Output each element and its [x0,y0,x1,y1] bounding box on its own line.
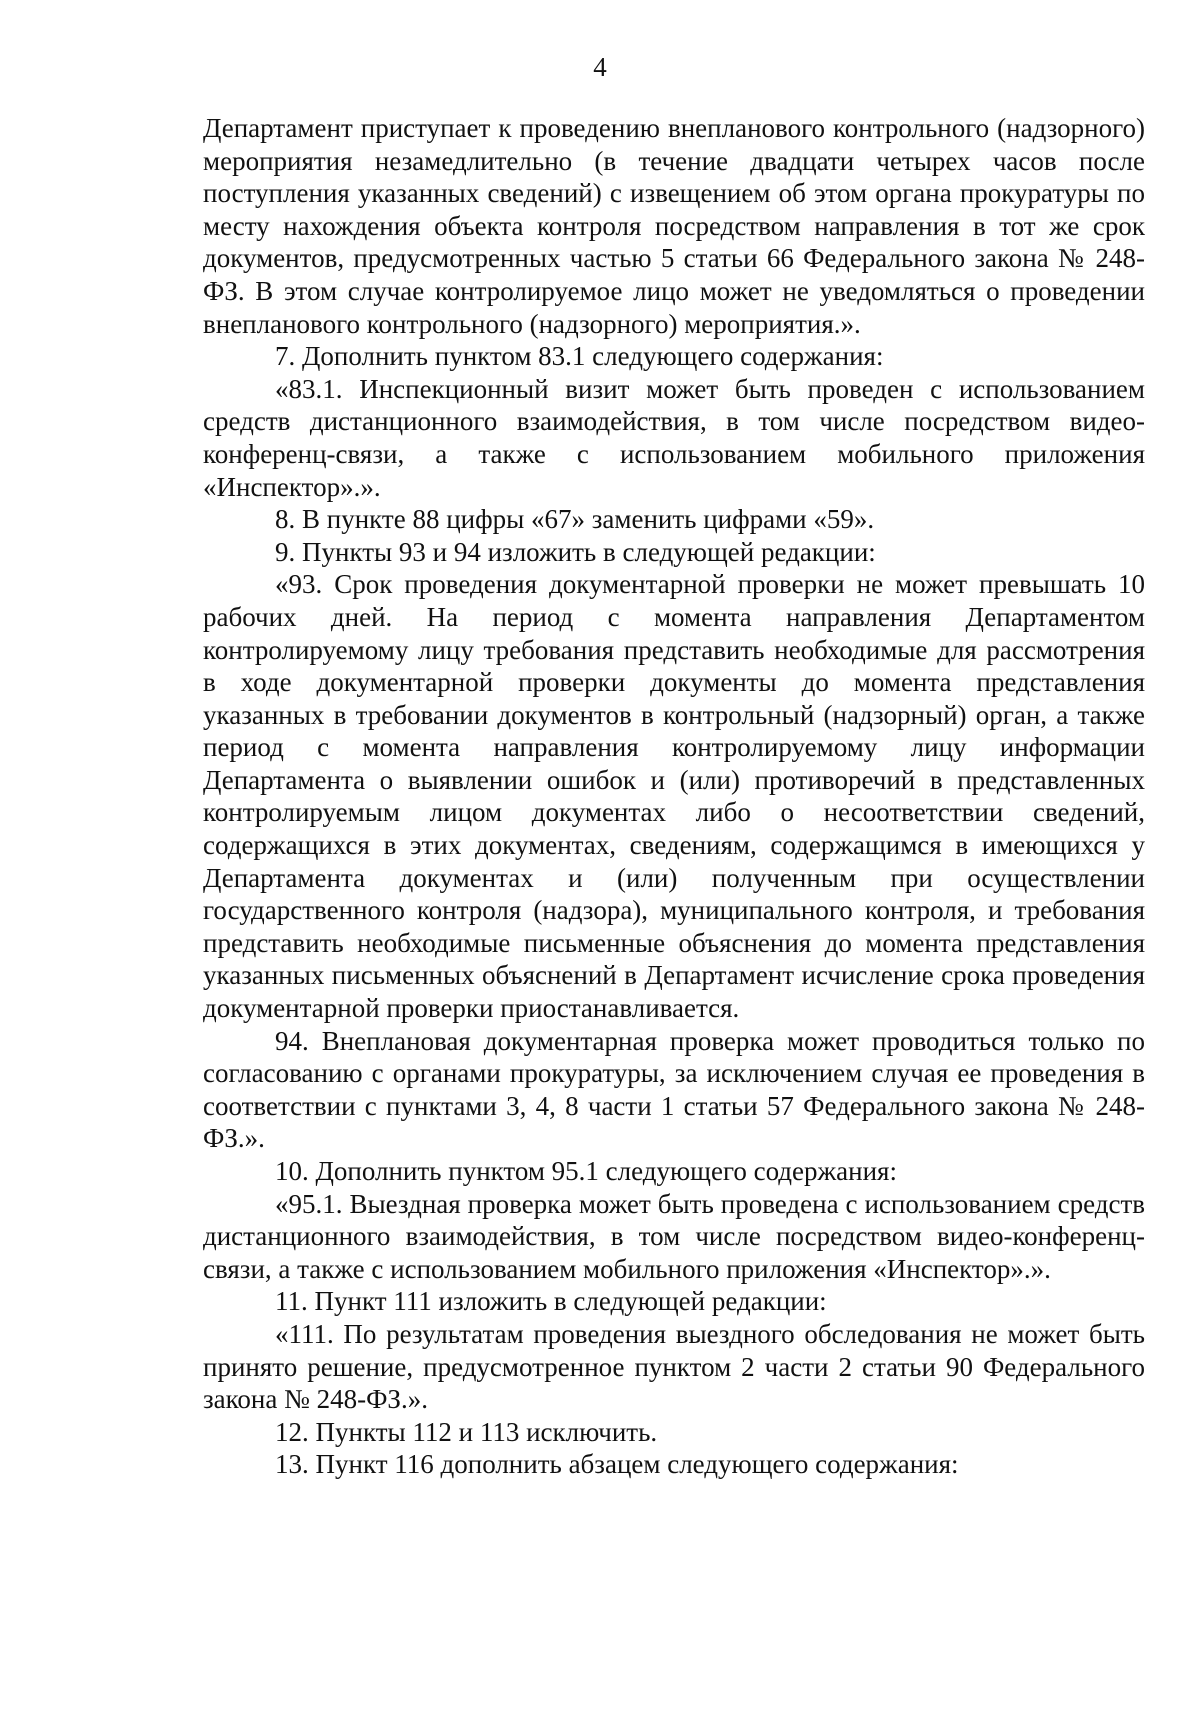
paragraph-item-111: «111. По результатам проведения выездного обследования не может быть принято решение, предусмотренное пунктом 2 части 2 статьи 90 Федерального закона № 248-ФЗ.». [203,1318,1145,1415]
paragraph-item-93: «93. Срок проведения документарной проверки не может превышать 10 рабочих дней. На период с момента направления Департаментом контролируемому лицу требования представить необходимые для рассмотрения в ходе документарной проверки документы до момента представления указанных в требовании документов в контрольный (надзорный) орган, а также период с момента направления контролируемому лицу информации Департамента о выявлении ошибок и (или) противоречий в представленных контролируемым лицом документах либо о несоответствии сведений, содержащихся в этих документах, сведениям, содержащимся в имеющихся у Департамента документах и (или) полученным при осуществлении государственного контроля (надзора), муниципального контроля, и требования представить необходимые письменные объяснения до момента представления указанных письменных объяснений в Департамент исчисление срока проведения документарной проверки приостанавливается. [203,569,1145,1024]
paragraph-item-83-1: «83.1. Инспекционный визит может быть проведен с использованием средств дистанционного взаимодействия, в том числе посредством видео-конференц-связи, а также с использованием мобильного приложения «Инспектор».». [203,373,1145,502]
paragraph-item-11: 11. Пункт 111 изложить в следующей редакции: [275,1286,827,1317]
paragraph-item-94: 94. Внеплановая документарная проверка может проводиться только по согласованию с органами прокуратуры, за исключением случая ее проведения в соответствии с пунктами 3, 4, 8 части 1 статьи 57 Федерального закона № 248-ФЗ.». [203,1025,1145,1154]
paragraph-item-9: 9. Пункты 93 и 94 изложить в следующей редакции: [275,536,876,567]
page-number: 4 [593,52,607,82]
paragraph-item-13: 13. Пункт 116 дополнить абзацем следующего содержания: [275,1449,959,1480]
paragraph-continuation: Департамент приступает к проведению внепланового контрольного (надзорного) мероприятия незамедлительно (в течение двадцати четырех часов после поступления указанных сведений) с извещением об этом органа прокуратуры по месту нахождения объекта контроля посредством направления в тот же срок документов, предусмотренных частью 5 статьи 66 Федерального закона № 248-ФЗ. В этом случае контролируемое лицо может не уведомляться о проведении внепланового контрольного (надзорного) мероприятия.». [203,113,1145,339]
paragraph-item-95-1: «95.1. Выездная проверка может быть проведена с использованием средств дистанционного взаимодействия, в том числе посредством видео-конференц-связи, а также с использованием мобильного приложения «Инспектор».». [203,1188,1145,1284]
paragraph-item-12: 12. Пункты 112 и 113 исключить. [275,1416,658,1447]
paragraph-item-8: 8. В пункте 88 цифры «67» заменить цифрами «59». [275,504,875,535]
document-body [203,112,1145,1481]
paragraph-item-7: 7. Дополнить пунктом 83.1 следующего содержания: [275,341,884,372]
paragraph-item-10: 10. Дополнить пунктом 95.1 следующего содержания: [275,1156,897,1186]
